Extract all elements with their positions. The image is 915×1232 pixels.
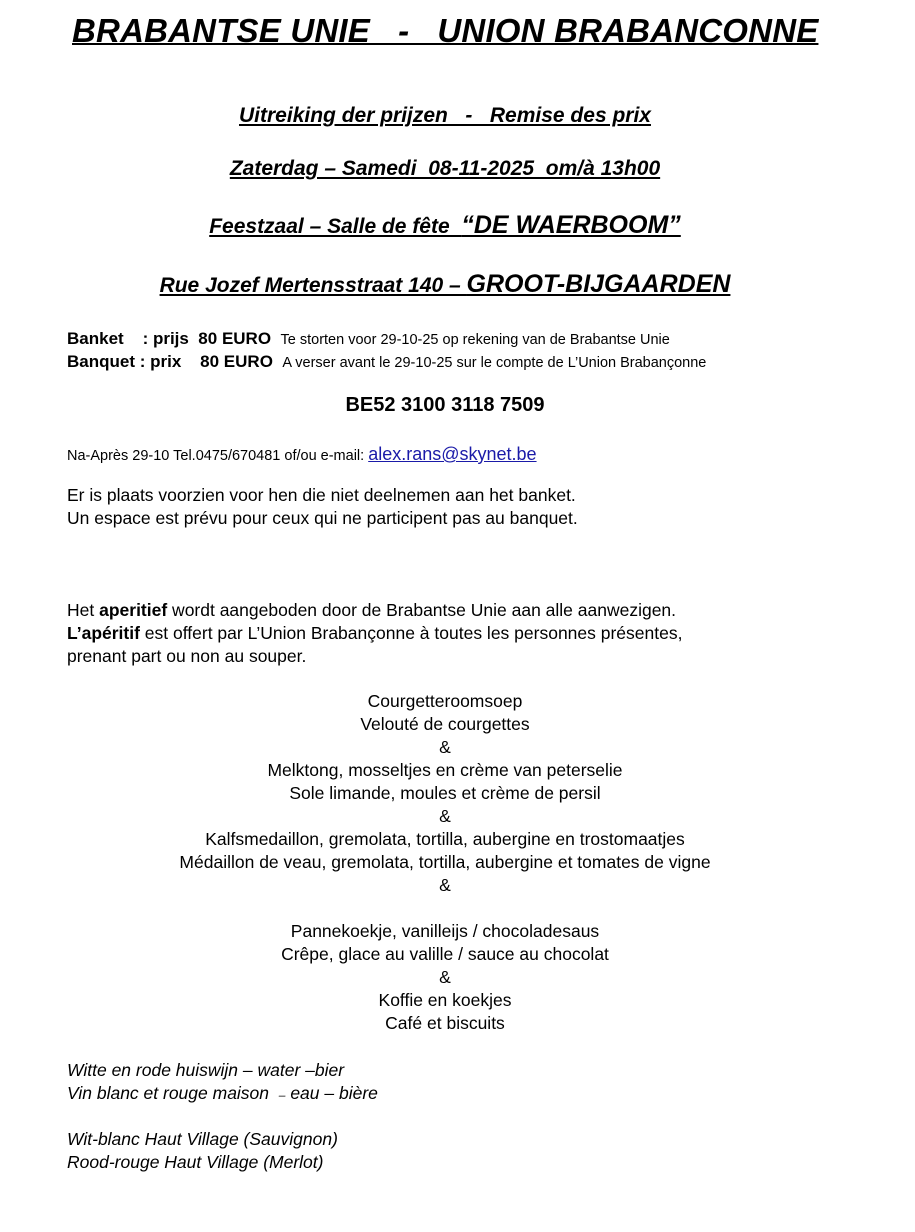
menu-soup-nl: Courgetteroomsoep: [367, 691, 523, 711]
space-note: [67, 484, 847, 530]
menu-separator: &: [439, 806, 451, 826]
contact-line: [67, 444, 537, 465]
contact-text: Na-Après 29-10 Tel.0475/670481 of/ou e-mail:: [67, 448, 369, 464]
menu-list: [0, 690, 890, 1035]
menu-soup-fr: Velouté de courgettes: [360, 714, 530, 734]
aperitif-fr-line2: prenant part ou non au souper.: [67, 646, 307, 666]
subtitle: Uitreiking der prijzen - Remise des prix: [239, 104, 651, 127]
drinks-nl: Witte en rode huiswijn – water –bier: [67, 1060, 345, 1080]
banket-payment-note: Te storten voor 29-10-25 op rekening van de Brabantse Unie: [280, 332, 670, 348]
menu-spacer: [0, 897, 890, 920]
menu-meat-fr: Médaillon de veau, gremolata, tortilla, aubergine et tomates de vigne: [179, 852, 711, 872]
banket-price-label: Banket : prijs 80 EURO: [67, 329, 272, 348]
aperitif-nl-bold: aperitief: [99, 600, 168, 620]
space-note-nl: Er is plaats voorzien voor hen die niet deelnemen aan het banket.: [67, 485, 576, 505]
address-line: [0, 270, 890, 299]
menu-coffee-nl: Koffie en koekjes: [378, 990, 512, 1010]
menu-coffee-fr: Café et biscuits: [385, 1013, 505, 1033]
menu-fish-fr: Sole limande, moules et crème de persil: [289, 783, 601, 803]
banquet-payment-note: A verser avant le 29-10-25 sur le compte de L’Union Brabançonne: [282, 355, 707, 371]
address-street: Rue Jozef Mertensstraat 140 –: [159, 274, 467, 297]
aperitif-nl: Het aperitief wordt aangeboden door de Brabantse Unie aan alle aanwezigen.: [67, 600, 677, 620]
event-date: Zaterdag – Samedi 08-11-2025 om/à 13h00: [229, 157, 661, 180]
menu-meat-nl: Kalfsmedaillon, gremolata, tortilla, aubergine en trostomaatjes: [205, 829, 685, 849]
space-note-fr: Un espace est prévu pour ceux qui ne participent pas au banquet.: [67, 508, 578, 528]
wine-white: Wit-blanc Haut Village (Sauvignon): [67, 1129, 338, 1149]
menu-dessert-nl: Pannekoekje, vanilleijs / chocoladesaus: [290, 921, 600, 941]
banket-price-row: [67, 329, 670, 349]
aperitif-note: [67, 599, 847, 668]
menu-separator: &: [439, 967, 451, 987]
venue-name: “DE WAERBOOM”: [461, 211, 681, 239]
venue-line: [0, 211, 890, 240]
menu-fish-nl: Melktong, mosseltjes en crème van peterselie: [267, 760, 623, 780]
drinks-block: [67, 1059, 378, 1107]
email-link[interactable]: alex.rans@skynet.be: [368, 444, 537, 464]
banquet-price-label: Banquet : prix 80 EURO: [67, 352, 273, 371]
menu-dessert-fr: Crêpe, glace au valille / sauce au chocolat: [281, 944, 609, 964]
address-city: GROOT-BIJGAARDEN: [466, 270, 731, 298]
menu-separator: &: [439, 737, 451, 757]
aperitif-fr: L’apéritif est offert par L’Union Brabançonne à toutes les personnes présentes,: [67, 623, 683, 643]
page-title: BRABANTSE UNIE - UNION BRABANCONNE: [72, 12, 819, 49]
aperitif-fr-bold: L’apéritif: [67, 623, 140, 643]
venue-prefix: Feestzaal – Salle de fête: [209, 215, 462, 238]
wines-block: [67, 1128, 338, 1174]
wine-red: Rood-rouge Haut Village (Merlot): [67, 1152, 324, 1172]
drinks-fr: Vin blanc et rouge maison – eau – bière: [67, 1083, 378, 1103]
menu-separator: &: [439, 875, 451, 895]
banquet-price-row: [67, 352, 706, 372]
iban-number: BE52 3100 3118 7509: [345, 394, 545, 416]
